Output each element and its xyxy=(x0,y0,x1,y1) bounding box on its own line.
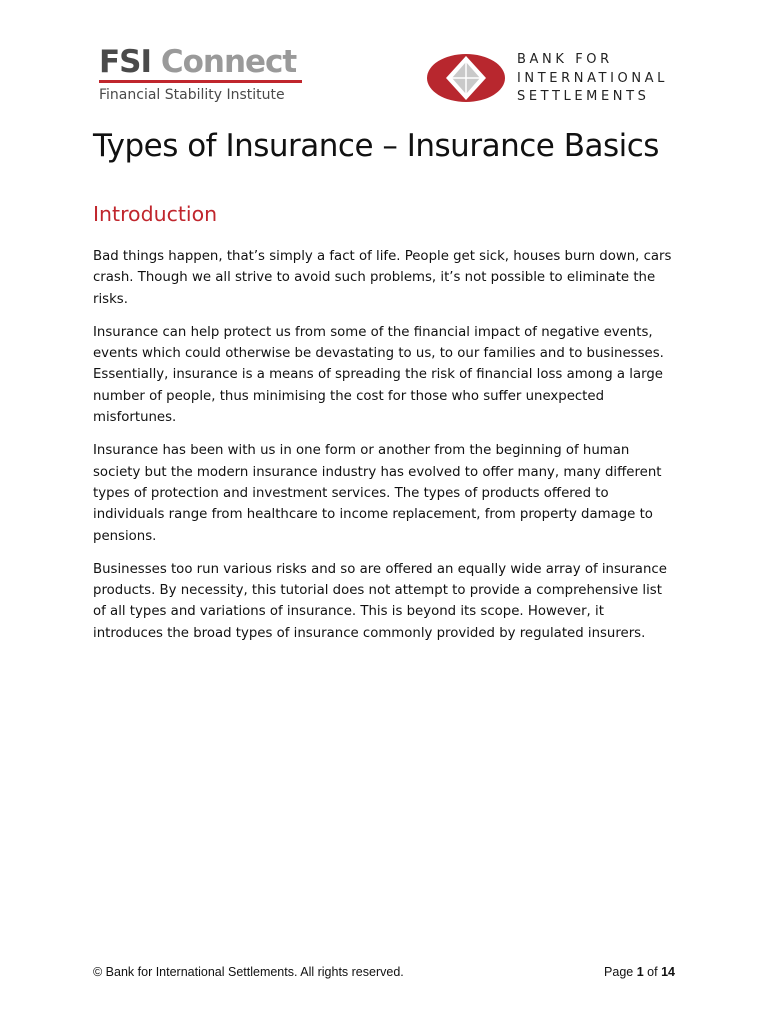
fsi-logo-word-connect: Connect xyxy=(160,44,297,80)
page-total: 14 xyxy=(661,965,675,979)
page-footer xyxy=(93,965,675,983)
page-number xyxy=(604,965,675,979)
bis-emblem-icon xyxy=(426,53,506,103)
paragraph: Businesses too run various risks and so are offered an equally wide array of insurance products. By necessity, this tutorial does not attempt to provide a comprehensive list of all types and variations of insurance. This is beyond its scope. However, it introduces the broad types of insurance commonly provided by regulated insurers. xyxy=(93,561,667,641)
page-title: Types of Insurance – Insurance Basics xyxy=(93,128,659,164)
bis-logo-line-2: INTERNATIONAL xyxy=(517,70,669,86)
bis-logo-text xyxy=(517,51,668,107)
fsi-logo-subtitle: Financial Stability Institute xyxy=(99,87,285,103)
paragraph: Insurance can help protect us from some of the financial impact of negative events, events which could otherwise be devastating to us, to our families and to businesses. Essentially, insurance is a means of spreading the risk of financial loss among a large number of people, thus minimising the cost for those who suffer unexpected misfortunes. xyxy=(93,324,664,426)
body-text xyxy=(93,246,673,656)
fsi-logo-title xyxy=(99,44,309,80)
section-heading-introduction: Introduction xyxy=(93,202,218,226)
fsi-logo-word-fsi: FSI xyxy=(99,44,152,80)
page-of: of xyxy=(647,965,658,979)
fsi-logo-rule xyxy=(99,80,302,83)
bis-logo xyxy=(426,50,686,106)
paragraph: Insurance has been with us in one form or another from the beginning of human society but the modern insurance industry has evolved to offer many, many different types of protection and investment services. The types of products offered to individuals range from healthcare to income replacement, from property damage to pensions. xyxy=(93,443,662,544)
bis-logo-line-1: BANK FOR xyxy=(517,52,613,67)
page-current: 1 xyxy=(636,965,644,979)
footer-copyright: © Bank for International Settlements. All rights reserved. xyxy=(93,965,404,979)
bis-logo-line-3: SETTLEMENTS xyxy=(517,89,650,104)
page-label: Page xyxy=(604,965,634,979)
paragraph: Bad things happen, that’s simply a fact of life. People get sick, houses burn down, cars crash. Though we all strive to avoid such problems, it’s not possible to eliminate the risks. xyxy=(93,249,672,307)
fsi-connect-logo xyxy=(99,44,309,103)
